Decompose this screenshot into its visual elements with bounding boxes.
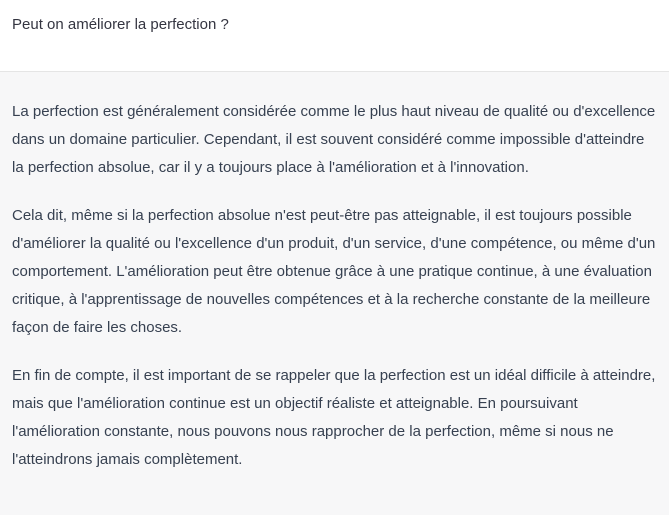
user-message-text[interactable]: Peut on améliorer la perfection ? <box>12 16 229 33</box>
assistant-message <box>0 72 669 515</box>
assistant-paragraph[interactable]: La perfection est généralement considérée comme le plus haut niveau de qualité ou d'excellence dans un domaine particulier. Cependant, il est souvent considéré comme impossible d'atteindre la perfection absolue, car il y a toujours place à l'amélioration et à l'innovation. <box>12 103 656 176</box>
assistant-paragraph[interactable]: Cela dit, même si la perfection absolue n'est peut-être pas atteignable, il est toujours possible d'améliorer la qualité ou l'excellence d'un produit, d'un service, d'une compétence, ou même d'un comportement. L'amélioration peut être obtenue grâce à une pratique continue, à une évaluation critique, à l'apprentissage de nouvelles compétences et à la recherche constante de la meilleure façon de faire les choses. <box>12 207 656 336</box>
assistant-paragraph[interactable]: En fin de compte, il est important de se rappeler que la perfection est un idéal difficile à atteindre, mais que l'amélioration continue est un objectif réaliste et atteignable. En poursuivant l'amélioration constante, nous pouvons nous rapprocher de la perfection, même si nous ne l'atteindrons jamais complètement. <box>12 367 656 468</box>
user-message <box>0 0 669 72</box>
